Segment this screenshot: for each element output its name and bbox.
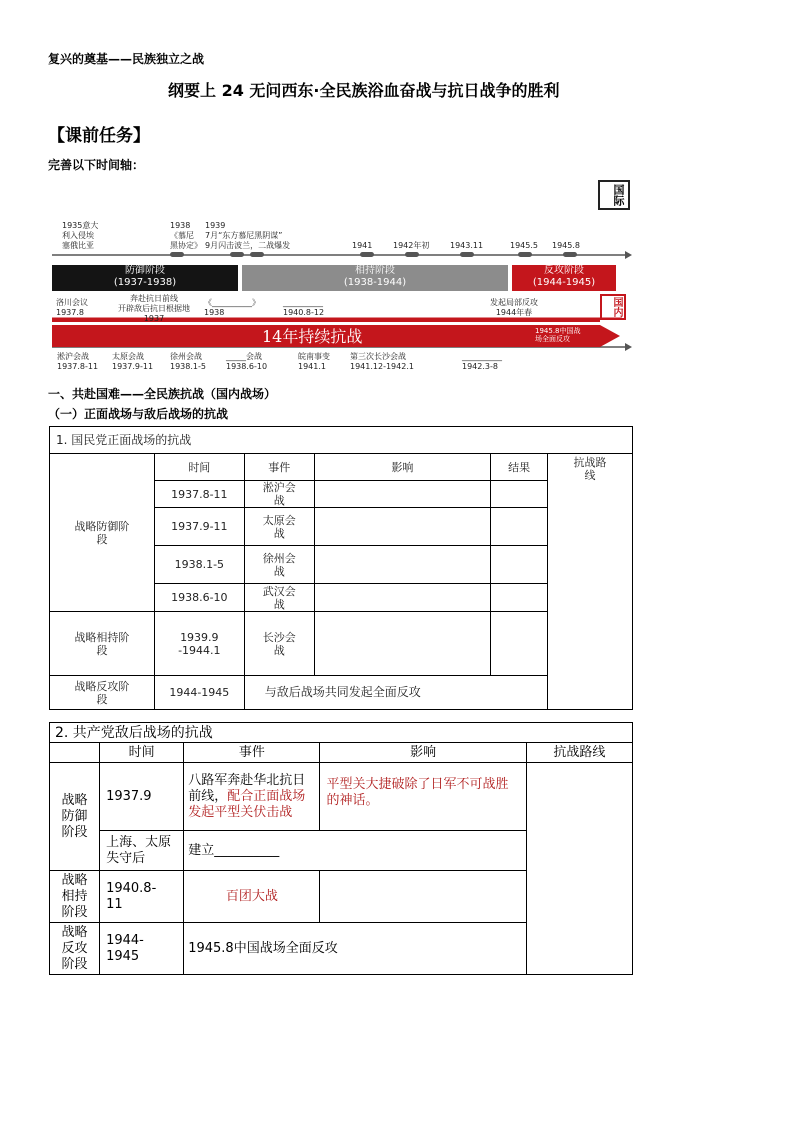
lower-event: __________ 1942.3-8 — [462, 352, 502, 371]
stage-cell: 战略 防御 阶段 — [50, 763, 100, 871]
timeline-dot — [230, 252, 244, 257]
event-cell: 武汉会 战 — [244, 584, 314, 612]
header-event: 事件 — [244, 454, 314, 481]
upper-event: 洛川会议 1937.8 — [56, 298, 88, 317]
intl-event: 1935意大 利入侵埃 塞俄比亚 — [62, 221, 99, 250]
table-kmt-front — [49, 426, 633, 710]
impact-cell[interactable] — [314, 481, 491, 508]
result-cell[interactable] — [491, 612, 548, 676]
phase-defense: 防御阶段 (1937-1938) — [52, 265, 238, 291]
header-time: 时间 — [154, 454, 244, 481]
impact-cell: 平型关大捷破除了日军不可战胜的神话。 — [320, 763, 526, 831]
timeline-dot — [518, 252, 532, 257]
event-cell: 建立__________ — [184, 831, 527, 871]
lower-event: 徐州会战 1938.1-5 — [170, 352, 206, 371]
route-cell[interactable] — [526, 763, 632, 975]
stage-cell: 战略反攻阶 段 — [50, 676, 155, 710]
lower-event: 太原会战 1937.9-11 — [112, 352, 154, 371]
table2-title: 2. 共产党敌后战场的抗战 — [50, 723, 633, 743]
part1-heading: 一、共赴国难——全民族抗战（国内战场） — [48, 387, 277, 401]
intl-event: 1945.8 — [552, 241, 580, 250]
header-time: 时间 — [100, 743, 184, 763]
domestic-stamp: 国内 — [600, 294, 626, 320]
joint-offensive-cell: 与敌后战场共同发起全面反攻 — [244, 676, 547, 710]
intl-event: 1939 7月“东方慕尼黑阴谋” 9月闪击波兰，二战爆发 — [205, 221, 291, 250]
timeline-dot — [460, 252, 474, 257]
event-cell: 百团大战 — [184, 871, 320, 923]
intl-event: 1938 《慕尼 黑协定》 — [170, 221, 202, 250]
event-cell — [184, 763, 320, 831]
timeline-dot — [405, 252, 419, 257]
empty-header — [50, 743, 100, 763]
stage-cell: 战略 相持 阶段 — [50, 871, 100, 923]
section-title: 【课前任务】 — [48, 126, 150, 146]
stage-cell: 战略相持阶 段 — [50, 612, 155, 676]
header-impact: 影响 — [320, 743, 526, 763]
phase-counteroffensive: 反攻阶段 (1944-1945) — [512, 265, 616, 291]
upper-event: 发起局部反攻 1944年春 — [490, 298, 538, 317]
header-route: 抗战路 线 — [548, 454, 633, 710]
event-cell: 太原会 战 — [244, 508, 314, 546]
table1-title: 1. 国民党正面战场的抗战 — [50, 427, 633, 454]
intl-event: 1942年初 — [393, 241, 430, 250]
series-header: 复兴的奠基——民族独立之战 — [48, 52, 205, 66]
lower-event: 淞沪会战 1937.8-11 — [57, 352, 99, 371]
header-event: 事件 — [184, 743, 320, 763]
lower-event: _____会战 1938.6-10 — [226, 352, 268, 371]
stage-cell: 战略防御阶 段 — [50, 454, 155, 612]
intl-event: 1945.5 — [510, 241, 538, 250]
impact-cell[interactable] — [314, 612, 491, 676]
event-cell: 1945.8中国战场全面反攻 — [184, 923, 527, 975]
event-text-highlight: 配合正面战场发起平型关伏击战 — [188, 788, 306, 820]
impact-cell[interactable] — [314, 546, 491, 584]
banner-end: 1945.8中国战 场全面反攻 — [535, 327, 581, 343]
upper-event: 《__________》 1938 — [204, 298, 260, 317]
timeline-banner: 14年持续抗战 — [262, 327, 363, 346]
stage-cell: 战略 反攻 阶段 — [50, 923, 100, 975]
intl-event: 1943.11 — [450, 241, 484, 250]
time-cell: 1937.8-11 — [154, 481, 244, 508]
upper-event: __________ 1940.8-12 — [283, 298, 325, 317]
result-cell[interactable] — [491, 481, 548, 508]
timeline-dot — [250, 252, 264, 257]
impact-cell[interactable] — [314, 584, 491, 612]
header-route: 抗战路线 — [526, 743, 632, 763]
part1-subheading: （一）正面战场与敌后战场的抗战 — [48, 407, 229, 421]
time-cell: 1938.6-10 — [154, 584, 244, 612]
impact-cell[interactable] — [314, 508, 491, 546]
timeline-dot — [170, 252, 184, 257]
result-cell[interactable] — [491, 584, 548, 612]
time-cell: 1937.9-11 — [154, 508, 244, 546]
document-title: 纲要上 24 无问西东·全民族浴血奋战与抗日战争的胜利 — [168, 81, 560, 100]
time-cell: 上海、太原失守后 — [100, 831, 184, 871]
instruction-text: 完善以下时间轴： — [48, 158, 145, 172]
timeline — [0, 0, 794, 380]
phase-stalemate: 相持阶段 (1938-1944) — [242, 265, 508, 291]
time-cell: 1944-1945 — [154, 676, 244, 710]
intl-event: 1941 — [352, 241, 373, 250]
event-text: 八路军奔赴华北抗日前线， — [188, 772, 306, 804]
time-cell: 1939.9 -1944.1 — [154, 612, 244, 676]
timeline-dot — [360, 252, 374, 257]
impact-cell[interactable] — [320, 871, 526, 923]
event-cell: 徐州会 战 — [244, 546, 314, 584]
intl-stamp: 国际 — [598, 180, 630, 210]
time-cell: 1940.8- 11 — [100, 871, 184, 923]
event-cell: 长沙会 战 — [244, 612, 314, 676]
time-cell: 1944- 1945 — [100, 923, 184, 975]
result-cell[interactable] — [491, 546, 548, 584]
event-cell: 淞沪会 战 — [244, 481, 314, 508]
result-cell[interactable] — [491, 508, 548, 546]
header-impact: 影响 — [314, 454, 491, 481]
table-cpc-rear — [49, 722, 633, 975]
time-cell: 1938.1-5 — [154, 546, 244, 584]
lower-event: 第三次长沙会战 1941.12-1942.1 — [350, 352, 414, 371]
header-result: 结果 — [491, 454, 548, 481]
upper-event: 奔赴抗日前线 开辟敌后抗日根据地 1937 — [118, 294, 190, 323]
lower-event: 皖南事变 1941.1 — [298, 352, 330, 371]
time-cell: 1937.9 — [100, 763, 184, 831]
timeline-dot — [563, 252, 577, 257]
